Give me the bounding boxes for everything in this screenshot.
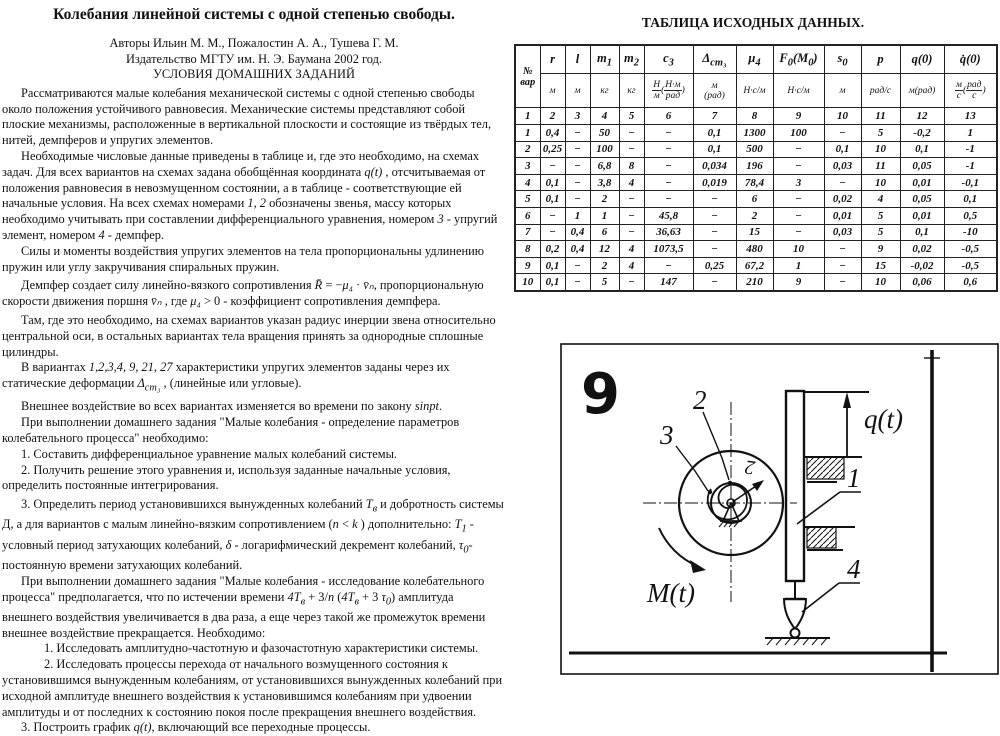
paragraph: При выполнении домашнего задания "Малые колебания - определение параметров колебательного процесса" необходимо:: [2, 415, 460, 445]
table-cell: 5: [861, 207, 900, 224]
col-number: 8: [736, 108, 773, 125]
col-number: 13: [944, 108, 997, 125]
table-row: [515, 158, 997, 175]
col-number: 2: [540, 108, 565, 125]
table-cell: −: [773, 207, 824, 224]
table-cell: 45,8: [644, 207, 693, 224]
table-cell: 2: [515, 141, 540, 158]
table-cell: −: [644, 257, 693, 274]
table-cell: 5: [590, 274, 619, 291]
col-unit: м: [565, 74, 590, 108]
paragraph: 3. Определить период установившихся вынужденных колебаний $T_в$ и добротность системы Д, а для вариантов с малым линейно-вязким сопротивлением (n < k ) дополнительно: $T_1$ - условный период затухающих колебаний, δ - логарифмический декремент колебаний, $\tau_0-$ постоянную времени затухающих колебаний.: [2, 497, 504, 572]
table-cell: 10: [773, 241, 824, 258]
table-cell: 0,25: [540, 141, 565, 158]
paragraph: Необходимые числовые данные приведены в таблице и, где это необходимо, на схемах задач. Для всех вариантов на схемах задана обобщённая координата q(t) , отсчитываемая от положения равновесия в невозмущенном состоянии, а в таблице - соответствующие ей начальные условия. На всех схемах номерами 1, 2 обозначены звенья, массу которых необходимо учитывать при составлении дифференциального уравнения, номером 3 - упругий элемент, номером 4 - демпфер.: [2, 148, 498, 242]
table-row: [515, 141, 997, 158]
table-cell: 0,1: [900, 224, 944, 241]
column-number-row: [515, 108, 997, 125]
table-cell: 0,05: [900, 158, 944, 175]
table-cell: −: [619, 125, 644, 142]
left-column: [2, 2, 506, 736]
table-cell: 0,03: [824, 158, 861, 175]
col-unit: Н·с/м: [736, 74, 773, 108]
table-cell: 1: [565, 207, 590, 224]
table-cell: 5: [515, 191, 540, 208]
col-number: 1: [515, 108, 540, 125]
col-header: № вар: [515, 45, 540, 108]
table-cell: -0,1: [944, 174, 997, 191]
table-cell: −: [644, 141, 693, 158]
col-unit: м(рад): [900, 74, 944, 108]
table-cell: 8: [515, 241, 540, 258]
table-cell: −: [644, 125, 693, 142]
table-cell: 4: [515, 174, 540, 191]
table-cell: 5: [861, 224, 900, 241]
table-cell: -0,02: [900, 257, 944, 274]
table-cell: 78,4: [736, 174, 773, 191]
col-header: $s_0$: [824, 45, 861, 74]
col-header: q(0): [900, 45, 944, 74]
table-cell: 0,1: [900, 141, 944, 158]
table-cell: −: [773, 224, 824, 241]
table-cell: 1300: [736, 125, 773, 142]
diagram: [559, 340, 1000, 693]
svg-text:1: 1: [847, 463, 861, 493]
authors-block: [2, 36, 506, 83]
col-unit: кг: [619, 74, 644, 108]
col-header: $\Delta_{ст_3}$: [693, 45, 736, 74]
paragraphs: [2, 86, 506, 736]
table-cell: 9: [773, 274, 824, 291]
table-cell: 10: [515, 274, 540, 291]
table-cell: 36,63: [644, 224, 693, 241]
table-cell: 0,1: [693, 141, 736, 158]
table-cell: −: [619, 274, 644, 291]
table-row: [515, 207, 997, 224]
table-cell: -10: [944, 224, 997, 241]
table-cell: 4: [861, 191, 900, 208]
svg-text:2: 2: [693, 385, 707, 415]
author-line: УСЛОВИЯ ДОМАШНИХ ЗАДАНИЙ: [153, 67, 355, 82]
col-unit: рад/с: [861, 74, 900, 108]
col-header: $\mu_4$: [736, 45, 773, 74]
table-title: ТАБЛИЦА ИСХОДНЫХ ДАННЫХ.: [641, 15, 865, 30]
table-cell: 2: [736, 207, 773, 224]
table-cell: -1: [944, 158, 997, 175]
table-cell: 15: [736, 224, 773, 241]
table-cell: −: [644, 174, 693, 191]
table-cell: 4: [619, 241, 644, 258]
table-cell: 0,01: [900, 207, 944, 224]
table-cell: −: [773, 191, 824, 208]
table-cell: 0,019: [693, 174, 736, 191]
svg-text:3: 3: [660, 420, 674, 450]
table-cell: 2: [590, 257, 619, 274]
table-row: [515, 191, 997, 208]
table-cell: 0,1: [540, 174, 565, 191]
table-cell: 0,1: [540, 274, 565, 291]
table-cell: −: [565, 174, 590, 191]
table-cell: −: [540, 158, 565, 175]
col-header: q̇(0): [944, 45, 997, 74]
table-cell: −: [824, 241, 861, 258]
table-cell: 4: [619, 257, 644, 274]
table-cell: −: [773, 158, 824, 175]
col-unit: м (рад): [693, 74, 736, 108]
svg-text:4: 4: [847, 554, 861, 584]
table-cell: 1: [773, 257, 824, 274]
table-cell: 0,1: [693, 125, 736, 142]
table-cell: 0,1: [944, 191, 997, 208]
table-cell: −: [565, 125, 590, 142]
table-cell: −: [565, 141, 590, 158]
table-cell: −: [693, 274, 736, 291]
table-cell: −: [565, 257, 590, 274]
table-cell: 0,034: [693, 158, 736, 175]
author-line: Авторы Ильин М. М., Пожалостин А. А., Тушева Г. М.: [109, 36, 399, 50]
table-cell: 0,4: [540, 125, 565, 142]
table-cell: 10: [861, 274, 900, 291]
table-cell: −: [693, 241, 736, 258]
table-cell: 100: [590, 141, 619, 158]
col-unit: Н·с/м: [773, 74, 824, 108]
table-cell: −: [619, 141, 644, 158]
col-header: p: [861, 45, 900, 74]
paragraph: 2. Исследовать процессы перехода от начального возмущенного состояния к установившимся вынужденным колебаниям, от установившихся вынужденных колебаний при исходной амплитуде внешнего воздействия к установившимся колебаниям при удвоении амплитуды и от последних к состоянию покоя после прекращения внешнего воздействия.: [2, 657, 503, 719]
table-cell: 1: [515, 125, 540, 142]
col-number: 4: [590, 108, 619, 125]
table-cell: 11: [861, 158, 900, 175]
table-cell: 1073,5: [644, 241, 693, 258]
table-cell: 0,1: [540, 191, 565, 208]
table-cell: 8: [619, 158, 644, 175]
table-cell: 4: [619, 174, 644, 191]
table-cell: 500: [736, 141, 773, 158]
radius-mark: 2: [743, 455, 757, 479]
col-number: 6: [644, 108, 693, 125]
paragraph: Рассматриваются малые колебания механической системы с одной степенью свободы около положения устойчивого равновесия. Механические системы представляют собой плоские механизмы, расположенные в вертикальной плоскости и состоящие из твёрдых тел, нитей, демпферов и упругих элементов.: [2, 85, 492, 148]
table-cell: 6: [590, 224, 619, 241]
table-cell: −: [693, 207, 736, 224]
table-cell: 0,4: [565, 224, 590, 241]
table-cell: −: [540, 207, 565, 224]
table-cell: −: [619, 207, 644, 224]
table-cell: 7: [515, 224, 540, 241]
col-header: $F_0(M_0)$: [773, 45, 824, 74]
table-cell: 100: [773, 125, 824, 142]
col-number: 5: [619, 108, 644, 125]
table-cell: 6: [515, 207, 540, 224]
table-cell: 3,8: [590, 174, 619, 191]
col-number: 10: [824, 108, 861, 125]
col-number: 9: [773, 108, 824, 125]
col-number: 11: [861, 108, 900, 125]
table-cell: -0,5: [944, 257, 997, 274]
paragraph: 1. Составить дифференциальное уравнение малых колебаний системы.: [21, 446, 397, 461]
table-cell: 67,2: [736, 257, 773, 274]
table-cell: 147: [644, 274, 693, 291]
table-cell: 0,1: [824, 141, 861, 158]
table-cell: 10: [861, 174, 900, 191]
q-label: q(t): [864, 404, 903, 434]
col-number: 12: [900, 108, 944, 125]
table-cell: 5: [861, 125, 900, 142]
table-row: [515, 274, 997, 291]
table-cell: 9: [861, 241, 900, 258]
table-cell: −: [693, 191, 736, 208]
variant-number: 9: [581, 362, 620, 427]
paragraph: 2. Получить решение этого уравнения и, используя заданные начальные условия, определить постоянные интегрирования.: [2, 462, 451, 493]
table-cell: 1: [944, 125, 997, 142]
table-cell: 3: [773, 174, 824, 191]
doc-title: Колебания линейной системы с одной степенью свободы.: [53, 6, 455, 23]
right-column: [506, 0, 1000, 292]
table-head: [515, 45, 997, 125]
table-row: [515, 125, 997, 142]
table-cell: 0,2: [540, 241, 565, 258]
paragraph: В вариантах 1,2,3,4, 9, 21, 27 характеристики упругих элементов заданы через их статические деформации $\Delta_{ст_3}$ , (линейные или угловые).: [2, 360, 450, 394]
table-cell: 2: [590, 191, 619, 208]
table-cell: -1: [944, 141, 997, 158]
col-header: l: [565, 45, 590, 74]
table-cell: −: [644, 158, 693, 175]
table-cell: 0,1: [540, 257, 565, 274]
col-unit: м: [540, 74, 565, 108]
table-cell: −: [773, 141, 824, 158]
table-row: [515, 257, 997, 274]
table-cell: −: [644, 191, 693, 208]
table-cell: 0,03: [824, 224, 861, 241]
table-cell: 0,02: [824, 191, 861, 208]
data-table: [514, 44, 998, 292]
paragraph: Силы и моменты воздействия упругих элементов на тела пропорциональны удлинению пружин или углу закручивания спиральных пружин.: [2, 243, 485, 274]
table-cell: 0,06: [900, 274, 944, 291]
paragraph: Демпфер создает силу линейно-вязкого сопротивления R̄ = −μ₄ · v̄ₙ, пропорциональную скорости движения поршня v̄ₙ , где μ₄ > 0 - коэффициент сопротивления демпфера.: [2, 278, 484, 309]
table-cell: 3: [515, 158, 540, 175]
table-cell: 0,4: [565, 241, 590, 258]
table-cell: 9: [515, 257, 540, 274]
table-cell: −: [824, 174, 861, 191]
table-row: [515, 174, 997, 191]
paragraph: 1. Исследовать амплитудно-частотную и фазочастотную характеристики системы.: [44, 641, 479, 656]
col-header: $c_3$: [644, 45, 693, 74]
figure-frame: [561, 344, 998, 674]
table-cell: 50: [590, 125, 619, 142]
col-header: $m_2$: [619, 45, 644, 74]
col-number: 7: [693, 108, 736, 125]
table-cell: 6: [736, 191, 773, 208]
table-cell: -0,2: [900, 125, 944, 142]
table-cell: 0,25: [693, 257, 736, 274]
table-cell: 196: [736, 158, 773, 175]
table-cell: 10: [861, 141, 900, 158]
table-cell: 1: [590, 207, 619, 224]
table-cell: 0,02: [900, 241, 944, 258]
table-cell: −: [565, 191, 590, 208]
paragraph: Там, где это необходимо, на схемах вариантов указан радиус инерции звена относительно центральной оси, в остальных вариантах тела вращения принять за однородные сплошные цилиндры.: [2, 312, 496, 359]
table-row: [515, 224, 997, 241]
m-label: M(t): [647, 578, 695, 608]
table-cell: −: [693, 224, 736, 241]
table-cell: 0,5: [944, 207, 997, 224]
table-cell: −: [824, 274, 861, 291]
table-cell: -0,5: [944, 241, 997, 258]
paragraph: Внешнее воздействие во всех вариантах изменяется во времени по закону sinpt.: [21, 399, 443, 414]
table-row: [515, 241, 997, 258]
table-cell: −: [824, 125, 861, 142]
table-cell: 210: [736, 274, 773, 291]
table-cell: 0,01: [900, 174, 944, 191]
col-unit: м с ( рад с ): [944, 74, 997, 108]
table-cell: −: [540, 224, 565, 241]
col-unit: м: [824, 74, 861, 108]
table-cell: −: [619, 191, 644, 208]
author-line: Издательство МГТУ им. Н. Э. Баумана 2002 год.: [125, 51, 383, 66]
table-cell: 15: [861, 257, 900, 274]
table-cell: −: [565, 274, 590, 291]
col-header: r: [540, 45, 565, 74]
table-cell: 6,8: [590, 158, 619, 175]
table-cell: −: [824, 257, 861, 274]
table-cell: 0,01: [824, 207, 861, 224]
table-cell: −: [565, 158, 590, 175]
col-header: $m_1$: [590, 45, 619, 74]
col-unit: кг: [590, 74, 619, 108]
table-cell: 480: [736, 241, 773, 258]
paragraph: 3. Построить график q(t), включающий все переходные процессы.: [21, 720, 371, 735]
table-body: [515, 125, 997, 291]
table-cell: 12: [590, 241, 619, 258]
table-cell: 0,05: [900, 191, 944, 208]
col-unit: Н м ( Н·м рад ): [644, 74, 693, 108]
col-number: 3: [565, 108, 590, 125]
table-cell: 0,6: [944, 274, 997, 291]
table-cell: −: [619, 224, 644, 241]
paragraph: При выполнении домашнего задания "Малые колебания - исследование колебательного процесса" предполагается, что по истечении времени $4T_в + 3/n$ ($4T_в + 3$ $\tau_0$) амплитуда внешнего воздействия увеличивается в два раза, а еще через такой же промежуток времени внешнее воздействие прекращается. Необходимо:: [2, 573, 486, 640]
